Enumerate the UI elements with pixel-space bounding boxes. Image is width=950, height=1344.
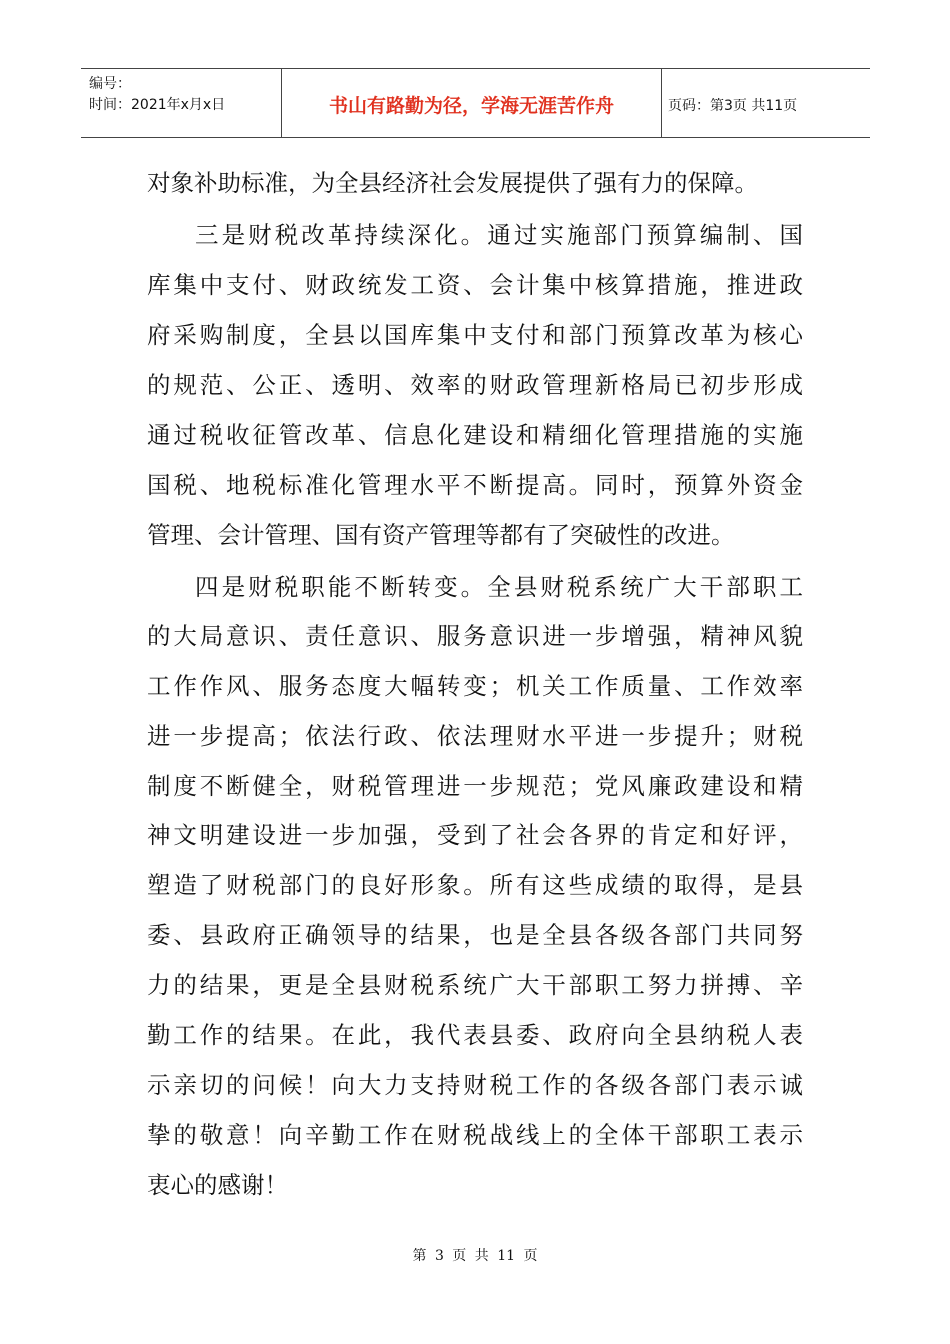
header-page-info: 页码：第3页 共11页	[668, 98, 798, 114]
document-header	[81, 68, 870, 138]
body-line: 对象补助标准，为全县经济社会发展提供了强有力的保障。	[147, 169, 758, 197]
body-line: 库集中支付、财政统发工资、会计集中核算措施，推进政	[147, 271, 803, 299]
body-line: 府采购制度，全县以国库集中支付和部门预算改革为核心	[147, 321, 803, 349]
header-page-cell	[662, 69, 870, 137]
body-line: 力的结果，更是全县财税系统广大干部职工努力拼搏、辛	[147, 971, 803, 999]
paragraph-start-line: 四是财税职能不断转变。全县财税系统广大干部职工	[195, 573, 803, 601]
document-number-label: 编号：	[89, 76, 131, 92]
header-motto-cell	[282, 69, 662, 137]
body-line: 挚的敬意！向辛勤工作在财税战线上的全体干部职工表示	[147, 1121, 803, 1149]
document-date-label: 时间：2021年x月x日	[89, 97, 226, 113]
header-meta-cell	[81, 69, 282, 137]
body-line: 的大局意识、责任意识、服务意识进一步增强，精神风貌	[147, 622, 803, 650]
body-line: 工作作风、服务态度大幅转变；机关工作质量、工作效率	[147, 672, 803, 700]
body-line: 管理、会计管理、国有资产管理等都有了突破性的改进。	[147, 521, 735, 549]
header-motto: 书山有路勤为径，学海无涯苦作舟	[328, 95, 614, 117]
body-line: 通过税收征管改革、信息化建设和精细化管理措施的实施	[147, 421, 803, 449]
page-footer: 第 3 页 共 11 页	[412, 1248, 538, 1264]
body-line: 委、县政府正确领导的结果，也是全县各级各部门共同努	[147, 921, 803, 949]
body-line: 神文明建设进一步加强，受到了社会各界的肯定和好评，	[147, 821, 803, 849]
body-line: 衷心的感谢！	[147, 1171, 288, 1199]
body-line: 的规范、公正、透明、效率的财政管理新格局已初步形成	[147, 371, 803, 399]
body-line: 勤工作的结果。在此，我代表县委、政府向全县纳税人表	[147, 1021, 803, 1049]
paragraph-start-line: 三是财税改革持续深化。通过实施部门预算编制、国	[195, 221, 803, 249]
body-line: 制度不断健全，财税管理进一步规范；党风廉政建设和精	[147, 772, 803, 800]
body-line: 进一步提高；依法行政、依法理财水平进一步提升；财税	[147, 722, 803, 750]
body-line: 示亲切的问候！向大力支持财税工作的各级各部门表示诚	[147, 1071, 803, 1099]
body-line: 国税、地税标准化管理水平不断提高。同时，预算外资金	[147, 471, 803, 499]
body-line: 塑造了财税部门的良好形象。所有这些成绩的取得，是县	[147, 871, 803, 899]
